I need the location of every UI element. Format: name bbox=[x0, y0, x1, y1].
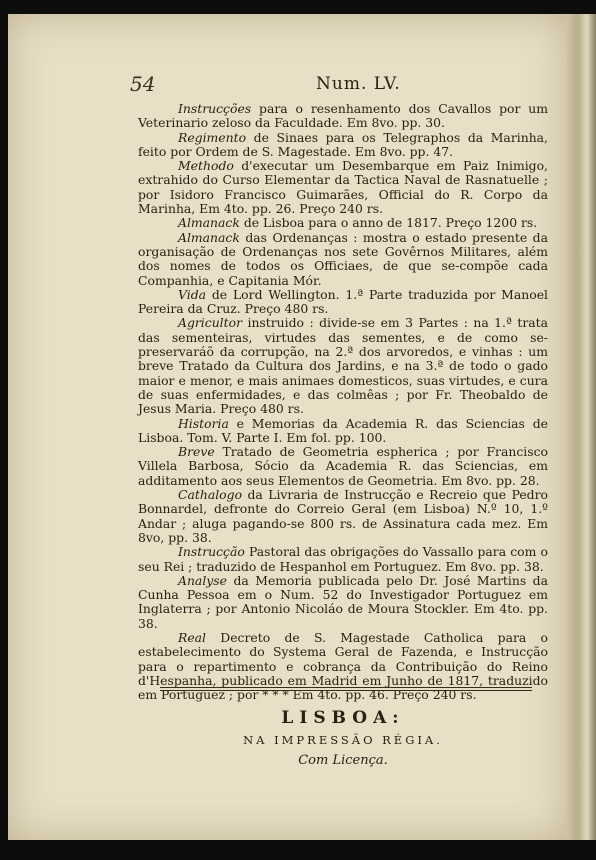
running-title: Num. LV. bbox=[316, 74, 401, 94]
catalogue-entry: Regimento de Sinaes para os Telegraphos da Marinha, feito por Ordem de S. Magestade. Em 8vo. pp. 47. bbox=[138, 129, 548, 159]
page-edge bbox=[566, 14, 596, 840]
catalogue-entry: Instrucções para o resenhamento dos Cavallos por um Veterinario zeloso da Faculdade. Em 8vo. pp. 30. bbox=[138, 101, 548, 131]
catalogue-entry: Analyse da Memoria publicada pelo Dr. José Martins da Cunha Pessoa em o Num. 52 do Investigador Portuguez em Inglaterra ; por Antonio Nicoláo de Moura Stockler. Em 4to. pp. 38. bbox=[138, 572, 548, 631]
catalogue-entry: Cathalogo da Livraria de Instrucção e Recreio que Pedro Bonnardel, defronte do Correio Geral (em Lisboa) N.º 10, 1.º Andar ; aluga pagando-se 800 rs. de Assinatura cada mez. Em 8vo, pp. 38. bbox=[138, 487, 548, 545]
page-number: 54 bbox=[130, 72, 156, 96]
catalogue-entry: Vida de Lord Wellington. 1.ª Parte traduzida por Manoel Pereira da Cruz. Preço 480 rs. bbox=[138, 286, 548, 317]
catalogue-entry: Agricultor instruido : divide-se em 3 Partes : na 1.ª trata das sementeiras, virtudes das sementes, e de como se-preservaráõ da corrupção, na 2.ª dos arvoredos, e vinhas : um breve Tratado da Cultura dos Jardins, e na 3.ª de todo o gado maior e menor, e mais animaes domesticos, suas virtudes, e cura de suas enfermidades, e das colmêas ; por Fr. Theobaldo de Jesus Maria. Preço 480 rs. bbox=[138, 315, 548, 417]
catalogue-entry: Breve Tratado de Geometria espherica ; por Francisco Villela Barbosa, Sócio da Academia R. das Sciencias, em additamento aos seus Elementos de Geometria. Em 8vo. pp. 28. bbox=[138, 444, 548, 488]
double-rule-divider bbox=[160, 687, 532, 691]
catalogue-entry: Real Decreto de S. Magestade Catholica para o estabelecimento do Systema Geral de Fazenda, e Instrucção para o repartimento e cobrança da Contribuição do Reino d'Hespanha, publicado em Madrid em Junho de 1817, traduzido em Portuguez ; por * * * Em 4to. pp. 46. Preço 240 rs. bbox=[138, 629, 548, 703]
page-header bbox=[130, 72, 556, 98]
catalogue-entry: Almanack de Lisboa para o anno de 1817. Preço 1200 rs. bbox=[178, 215, 538, 231]
catalogue-entry: Instrucção Pastoral das obrigações do Vassallo para com o seu Rei ; traduzido de Hespanhol em Portuguez. Em 8vo. pp. 38. bbox=[138, 544, 548, 574]
catalogue-entries bbox=[138, 102, 548, 702]
catalogue-entry: Methodo d'executar um Desembarque em Paiz Inimigo, extrahido do Curso Elementar da Tactica Naval de Rasnatuelle ; por Isidoro Francisco Guimarães, Official do R. Corpo da Marinha, Em 4to. pp. 26. Preço 240 rs. bbox=[138, 158, 548, 217]
imprint-city: LISBOA: bbox=[281, 708, 405, 728]
catalogue-entry: Historia e Memorias da Academia R. das Sciencias de Lisboa. Tom. V. Parte I. Em fol. pp. 100. bbox=[138, 415, 548, 445]
imprint-press: NA IMPRESSÃO RÉGIA. bbox=[243, 733, 443, 747]
imprint-license: Com Licença. bbox=[298, 753, 388, 768]
catalogue-entry: Almanack das Ordenanças : mostra o estado presente da organisação de Ordenanças nos sete Govêrnos Militares, além dos nomes de todos os Officiaes, de que se-compõe cada Companhia, e Capitania Mór. bbox=[138, 229, 548, 288]
